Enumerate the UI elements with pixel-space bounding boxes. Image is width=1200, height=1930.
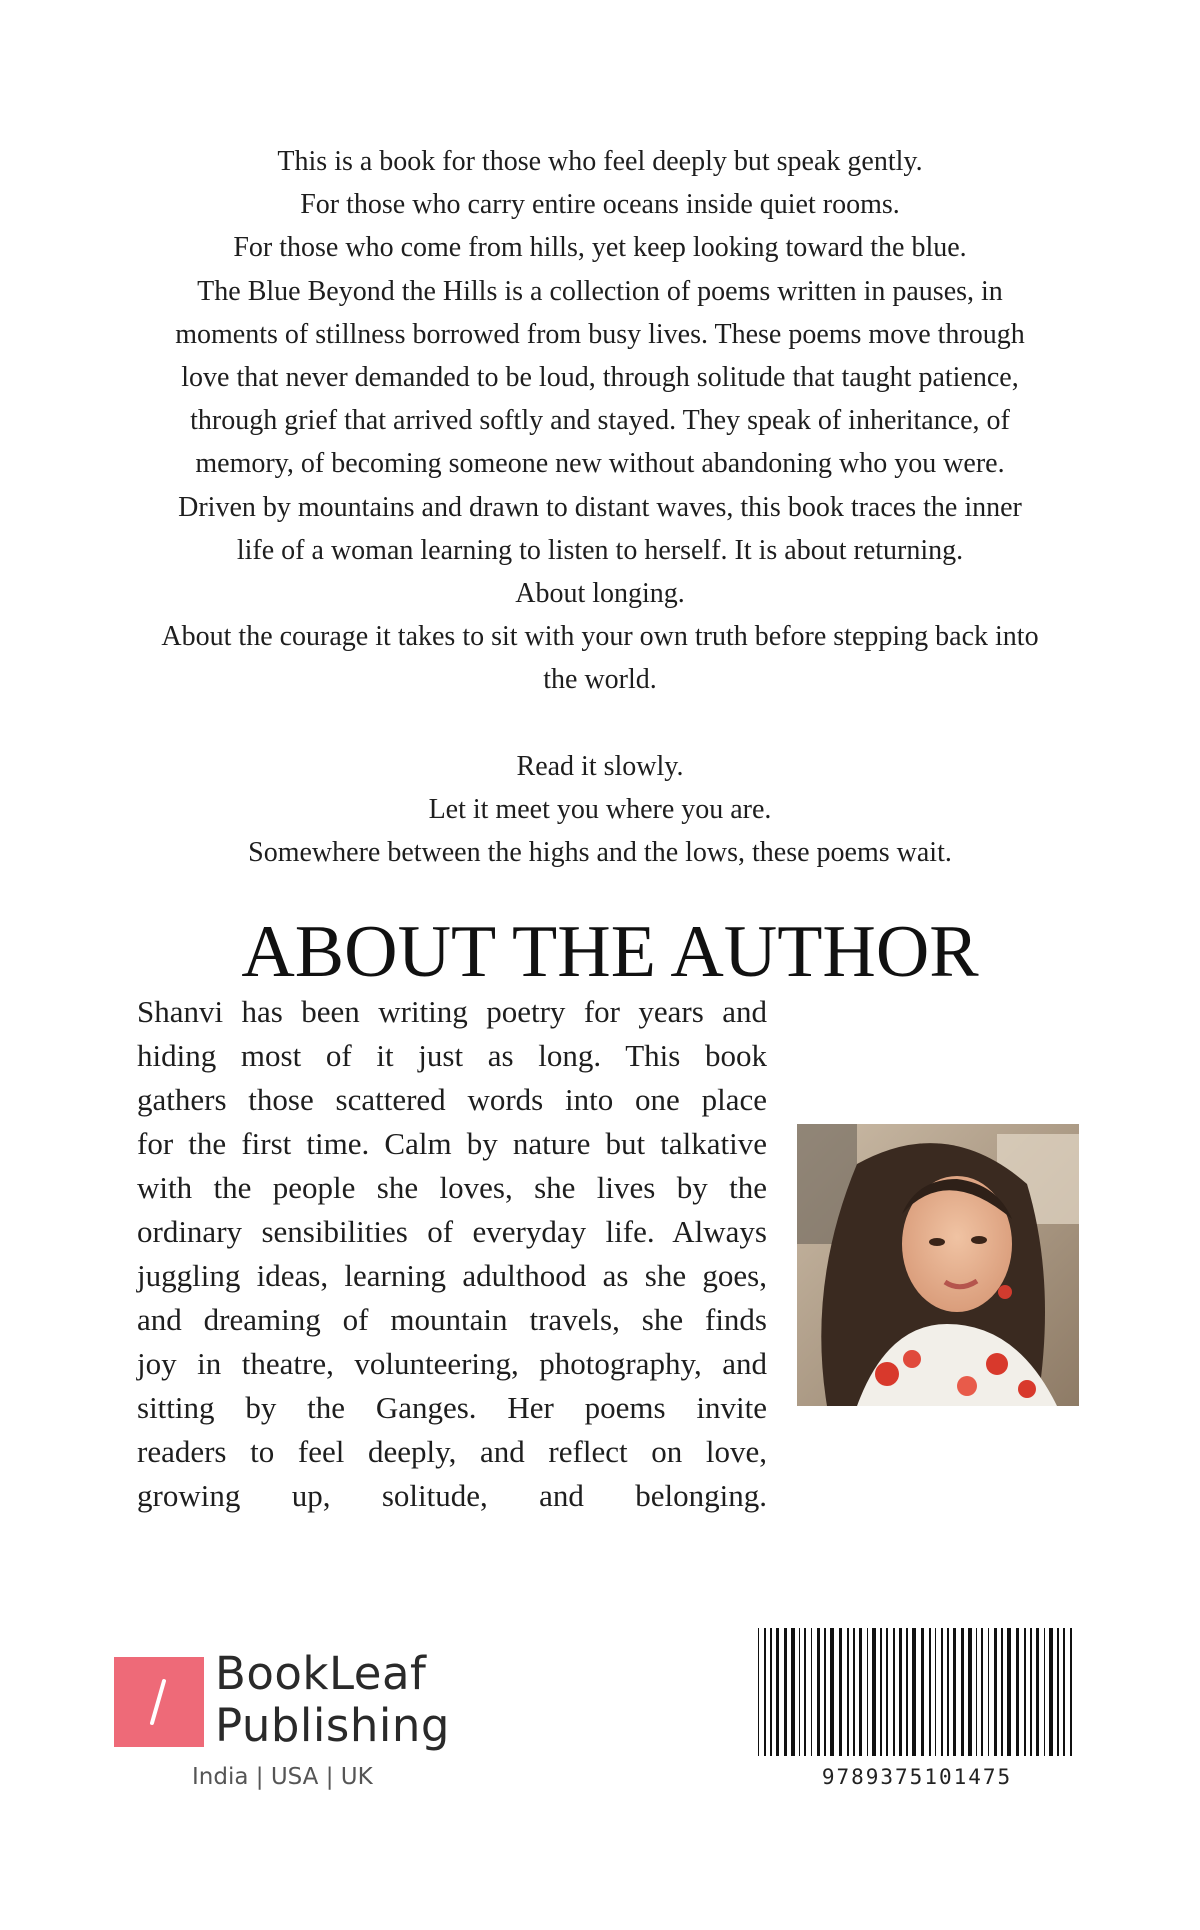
barcode-bar <box>859 1628 862 1756</box>
publisher-name-line2: Publishing <box>215 1699 450 1752</box>
blurb-line: memory, of becoming someone new without abandoning who you were. <box>195 448 1005 480</box>
blurb-line: About the courage it takes to sit with your own truth before stepping back into <box>161 621 1039 653</box>
bio-line: for the first time. Calm by nature but talkative <box>137 1126 767 1161</box>
barcode-bar <box>811 1628 812 1756</box>
barcode-bar <box>764 1628 766 1756</box>
barcode-bar <box>941 1628 943 1756</box>
barcode-bar <box>899 1628 902 1756</box>
blurb-line: through grief that arrived softly and stayed. They speak of inheritance, of <box>190 405 1010 437</box>
bio-line: ordinary sensibilities of everyday life. Always <box>137 1214 767 1249</box>
barcode-bar <box>886 1628 888 1756</box>
blurb-line: Let it meet you where you are. <box>428 794 772 826</box>
blurb-line: About longing. <box>515 578 685 610</box>
barcode-bar <box>1024 1628 1026 1756</box>
barcode-bar <box>981 1628 983 1756</box>
blurb-line: For those who come from hills, yet keep looking toward the blue. <box>233 232 967 264</box>
blurb-line: life of a woman learning to listen to herself. It is about returning. <box>236 534 964 566</box>
barcode-bar <box>867 1628 868 1756</box>
barcode-bar <box>758 1628 759 1756</box>
author-photo <box>797 1124 1079 1406</box>
barcode-bar <box>921 1628 924 1756</box>
barcode-bar <box>1070 1628 1072 1756</box>
bio-line: gathers those scattered words into one place <box>137 1082 767 1117</box>
barcode-bar <box>770 1628 772 1756</box>
bio-line: joy in theatre, volunteering, photography, and <box>137 1346 767 1381</box>
blurb-line: Driven by mountains and drawn to distant waves, this book traces the inner <box>178 491 1022 523</box>
bio-line: growing up, solitude, and belonging. <box>137 1478 767 1513</box>
barcode-bar <box>1049 1628 1053 1756</box>
bio-line: hiding most of it just as long. This book <box>137 1038 767 1073</box>
isbn-number: 9789375101475 <box>821 1765 1013 1789</box>
bio-line: sitting by the Ganges. Her poems invite <box>137 1390 767 1425</box>
barcode-bar <box>994 1628 997 1756</box>
isbn-barcode <box>756 1628 1078 1758</box>
author-bio <box>137 990 767 1518</box>
publisher-logo-icon <box>114 1657 204 1747</box>
publisher-name-line1: BookLeaf <box>215 1647 427 1700</box>
barcode-bar <box>935 1628 936 1756</box>
barcode-bar <box>961 1628 964 1756</box>
barcode-bar <box>791 1628 795 1756</box>
barcode-bar <box>776 1628 779 1756</box>
barcode-bar <box>1007 1628 1011 1756</box>
blurb-line: The Blue Beyond the Hills is a collection of poems written in pauses, in <box>197 275 1003 307</box>
barcode-bar <box>1057 1628 1059 1756</box>
blurb-line: love that never demanded to be loud, through solitude that taught patience, <box>181 362 1019 394</box>
barcode-bar <box>784 1628 787 1756</box>
barcode-bar <box>824 1628 826 1756</box>
barcode-bar <box>880 1628 882 1756</box>
barcode-bar <box>1016 1628 1019 1756</box>
about-author-heading: ABOUT THE AUTHOR <box>241 911 979 993</box>
barcode-bar <box>1063 1628 1065 1756</box>
barcode-bar <box>953 1628 956 1756</box>
barcode-bar <box>976 1628 977 1756</box>
barcode-bar <box>968 1628 972 1756</box>
barcode-bar <box>830 1628 834 1756</box>
blurb-line: Somewhere between the highs and the lows, these poems wait. <box>248 837 952 869</box>
blurb-line: This is a book for those who feel deeply but speak gently. <box>277 146 923 177</box>
blurb-line: For those who carry entire oceans inside quiet rooms. <box>300 189 900 221</box>
publisher-name <box>215 1648 450 1752</box>
barcode-bar <box>799 1628 800 1756</box>
barcode-bar <box>847 1628 849 1756</box>
blurb-line: Read it slowly. <box>516 750 684 782</box>
blurb-line: moments of stillness borrowed from busy lives. These poems move through <box>175 318 1025 350</box>
barcode-bar <box>893 1628 895 1756</box>
barcode-bar <box>1030 1628 1032 1756</box>
bio-line: juggling ideas, learning adulthood as she goes, <box>137 1258 767 1293</box>
barcode-bar <box>988 1628 989 1756</box>
paragraph-gap <box>130 702 1070 745</box>
barcode-bar <box>872 1628 876 1756</box>
barcode-bar <box>947 1628 949 1756</box>
bio-line: Shanvi has been writing poetry for years and <box>137 994 767 1029</box>
bio-line: with the people she loves, she lives by the <box>137 1170 767 1205</box>
barcode-bar <box>906 1628 908 1756</box>
bio-line: and dreaming of mountain travels, she finds <box>137 1302 767 1337</box>
barcode-bar <box>912 1628 916 1756</box>
barcode-bar <box>839 1628 842 1756</box>
barcode-bar <box>853 1628 855 1756</box>
barcode-bar <box>929 1628 931 1756</box>
barcode-bar <box>1001 1628 1003 1756</box>
publisher-regions: India | USA | UK <box>192 1764 373 1790</box>
barcode-bar <box>1036 1628 1039 1756</box>
bio-line: readers to feel deeply, and reflect on love, <box>137 1434 767 1469</box>
barcode-bar <box>804 1628 806 1756</box>
book-blurb <box>130 140 1070 874</box>
barcode-bar <box>1044 1628 1045 1756</box>
barcode-bar <box>817 1628 820 1756</box>
blurb-line: the world. <box>543 664 657 696</box>
